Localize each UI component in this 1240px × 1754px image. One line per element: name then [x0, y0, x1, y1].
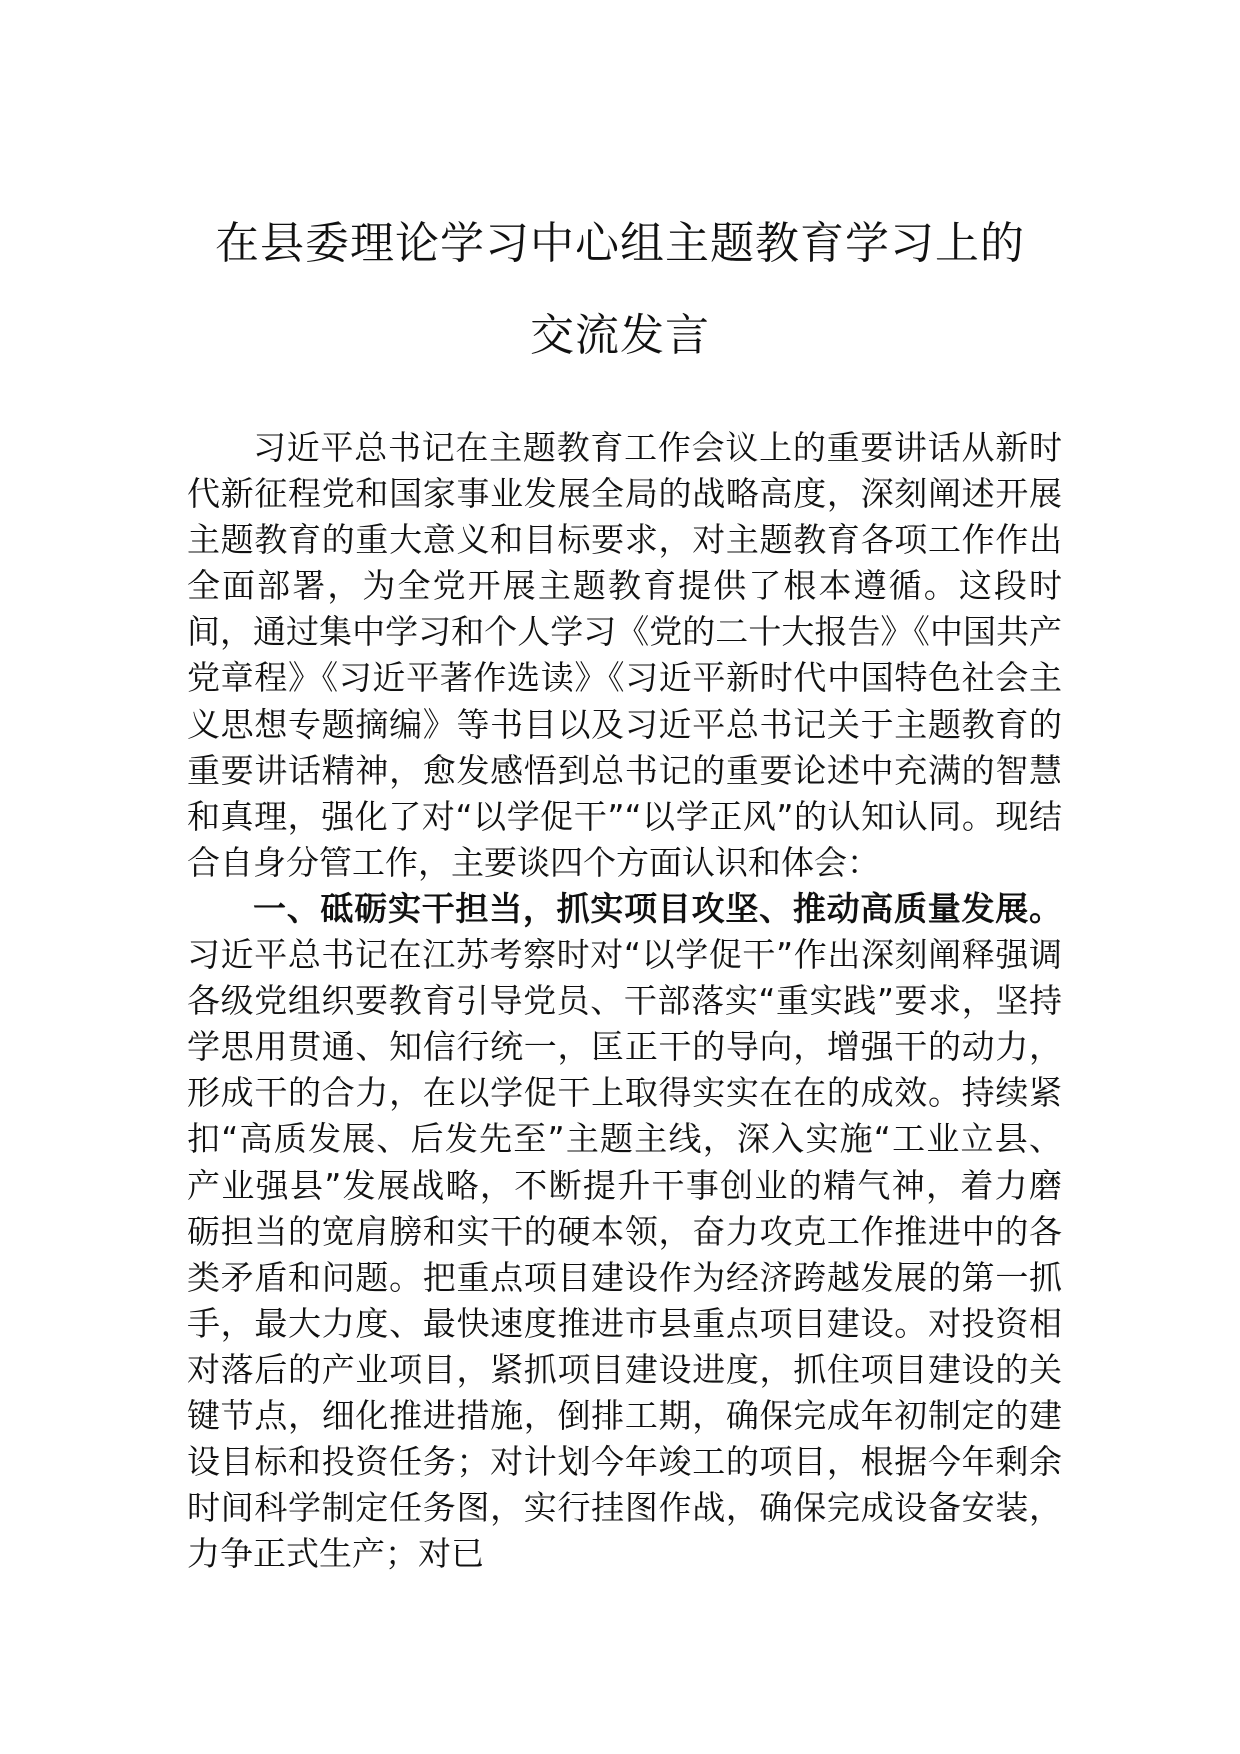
- section-1-heading: 一、砥砺实干担当，抓实项目攻坚、推动高质量发展。: [253, 888, 1062, 928]
- intro-paragraph: 习近平总书记在主题教育工作会议上的重要讲话从新时代新征程党和国家事业发展全局的战略高度，深刻阐述开展主题教育的重大意义和目标要求，对主题教育各项工作作出全面部署，为全党开展主题教育提供了根本遵循。这段时间，通过集中学习和个人学习《党的二十大报告》《中国共产党章程》《习近平著作选读》《习近平新时代中国特色社会主义思想专题摘编》等书目以及习近平总书记关于主题教育的重要讲话精神，愈发感悟到总书记的重要论述中充满的智慧和真理，强化了对“以学促干”“以学正风”的认知认同。现结合自身分管工作，主要谈四个方面认识和体会：: [187, 428, 1062, 882]
- document-title-line-1: 在县委理论学习中心组主题教育学习上的: [215, 218, 1025, 269]
- section-1-paragraph: [187, 886, 1062, 1577]
- section-1-text: 习近平总书记在江苏考察时对“以学促干”作出深刻阐释强调各级党组织要教育引导党员、干部落实“重实践”要求，坚持学思用贯通、知信行统一，匡正干的导向，增强干的动力，形成干的合力，在以学促干上取得实实在在的成效。持续紧扣“高质发展、后发先至”主题主线，深入实施“工业立县、产业强县”发展战略，不断提升干事创业的精气神，着力磨砺担当的宽肩膀和实干的硬本领，奋力攻克工作推进中的各类矛盾和问题。把重点项目建设作为经济跨越发展的第一抓手，最大力度、最快速度推进市县重点项目建设。对投资相对落后的产业项目，紧抓项目建设进度，抓住项目建设的关键节点，细化推进措施，倒排工期，确保完成年初制定的建设目标和投资任务；对计划今年竣工的项目，根据今年剩余时间科学制定任务图，实行挂图作战，确保完成设备安装，力争正式生产；对已: [187, 935, 1062, 1574]
- document-body: [187, 425, 1062, 1577]
- document-title-line-2: 交流发言: [530, 310, 710, 361]
